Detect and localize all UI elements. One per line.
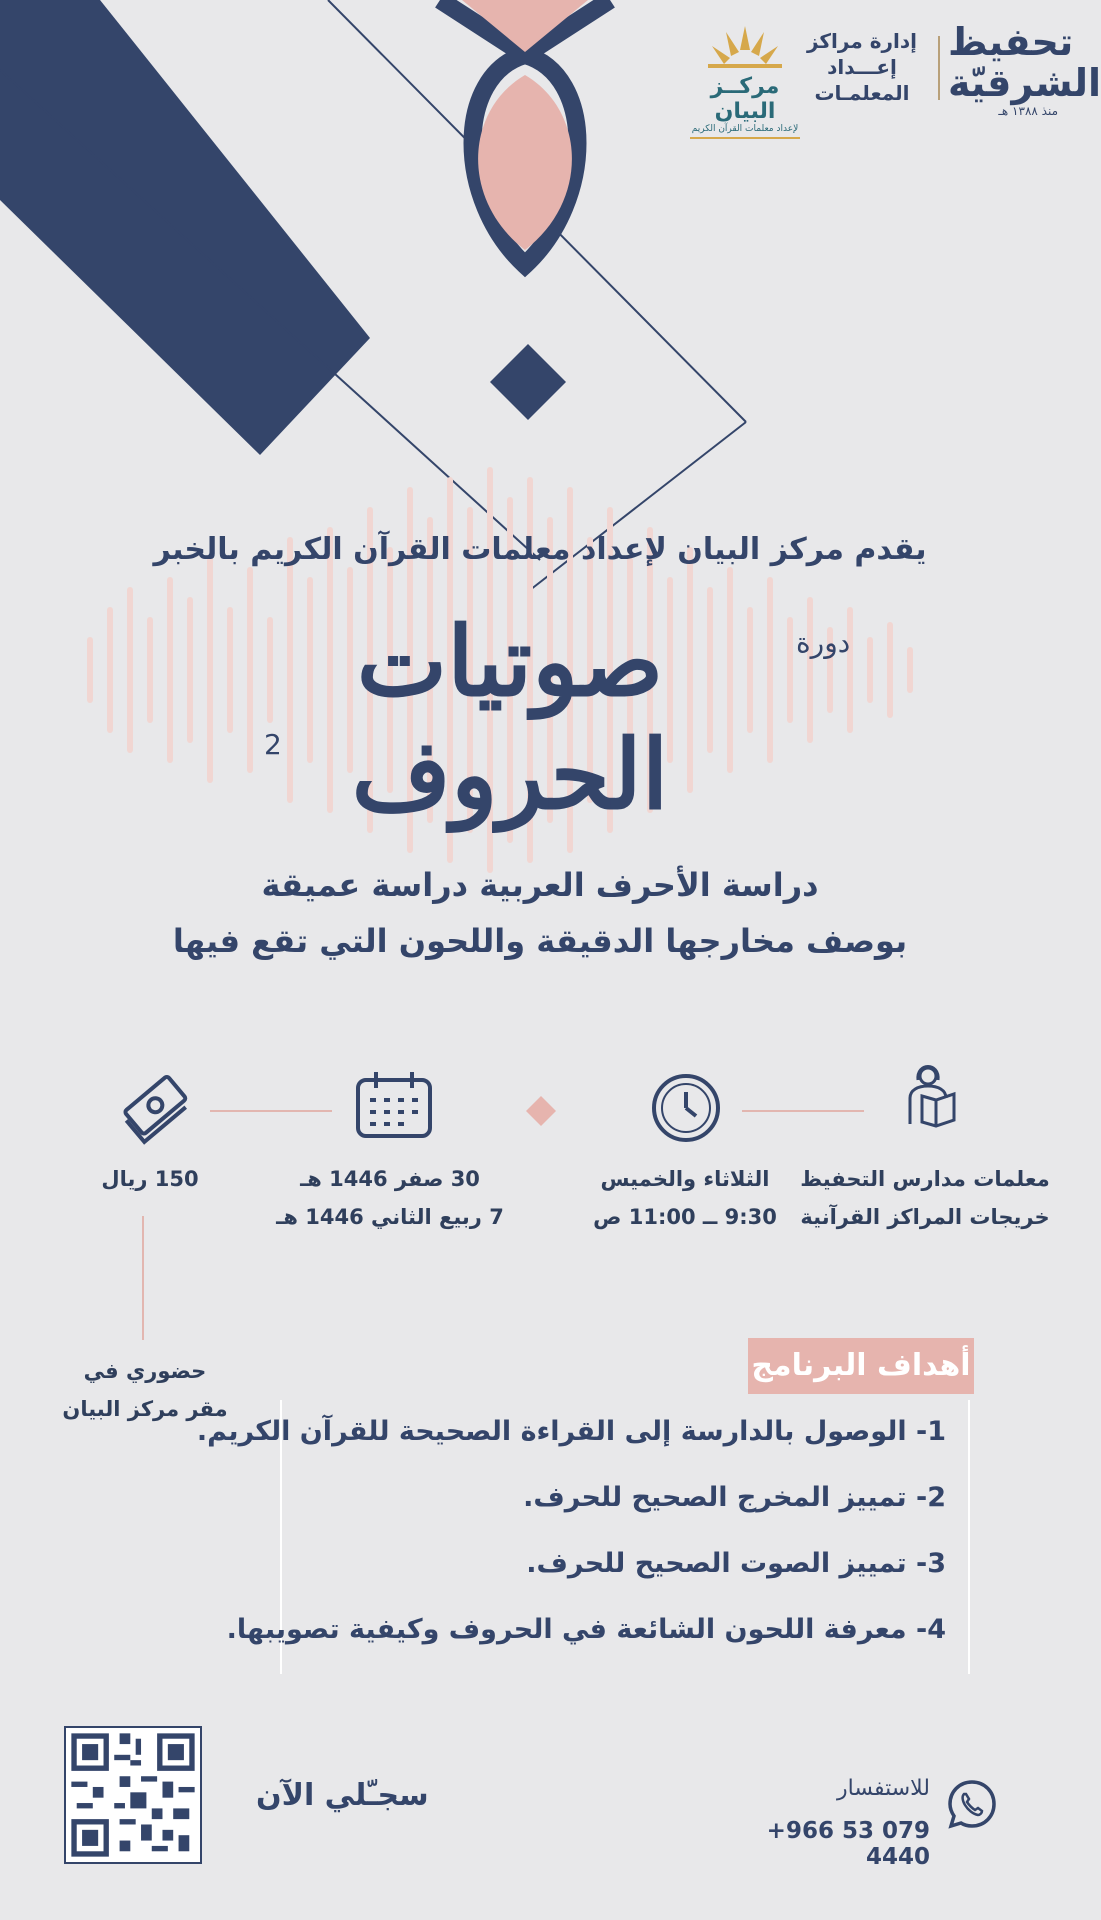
- idara-line2: إعـــداد: [827, 55, 897, 79]
- audience-line2: خريجات المراكز القرآنية: [800, 1205, 1050, 1229]
- connector-line: [742, 1110, 864, 1112]
- bayan-center-logo: [686, 18, 804, 134]
- audience-info: [800, 1160, 1050, 1236]
- bayan-subtitle: لإعداد معلمات القرآن الكريم: [691, 124, 799, 134]
- course-number: 2: [264, 728, 282, 761]
- schedule-info: [580, 1160, 790, 1236]
- idara-line1: إدارة مراكز: [806, 29, 917, 53]
- idara-logo: [802, 28, 922, 106]
- register-now-text: سجـّلي الآن: [256, 1778, 429, 1813]
- connector-line: [210, 1110, 332, 1112]
- connector-line: [142, 1216, 144, 1340]
- location-line1: حضوري في: [83, 1359, 207, 1383]
- bayan-name: مركــز البيان: [710, 74, 780, 124]
- price-text: 150 ريال: [101, 1167, 199, 1191]
- qr-code[interactable]: [64, 1726, 202, 1864]
- calendar-icon: [354, 1070, 434, 1144]
- description-line2: بوصف مخارجها الدقيقة واللحون التي تقع فيها: [172, 922, 908, 960]
- date-from: 30 صفر 1446 هـ: [300, 1167, 480, 1191]
- date-to: 7 ربيع الثاني 1446 هـ: [276, 1205, 504, 1229]
- logo-text-line1: تحفيظ: [948, 20, 1074, 64]
- bayan-underline: [690, 137, 800, 139]
- woman-reading-icon: [896, 1054, 960, 1132]
- phone-number[interactable]: +966 53 079 4440: [766, 1818, 930, 1870]
- tahfeez-sharqiya-logo: [948, 20, 1101, 118]
- course-title: صوتيات الحروف: [351, 605, 669, 831]
- intro-text: يقدم مركز البيان لإعداد معلمات القرآن الكريم بالخبر: [153, 532, 927, 567]
- goal-item-2: 2- تمييز المخرج الصحيح للحرف.: [523, 1482, 946, 1513]
- goal-item-3: 3- تمييز الصوت الصحيح للحرف.: [526, 1548, 946, 1579]
- whatsapp-icon[interactable]: [946, 1778, 998, 1834]
- schedule-days: الثلاثاء والخميس: [600, 1167, 770, 1191]
- dates-info: [270, 1160, 510, 1236]
- course-label: دورة: [796, 626, 851, 659]
- goal-item-1: 1- الوصول بالدارسة إلى القراءة الصحيحة للقرآن الكريم.: [196, 1416, 946, 1447]
- money-icon: [118, 1068, 194, 1148]
- bayan-emblem-icon: [704, 20, 786, 70]
- goal-item-4: 4- معرفة اللحون الشائعة في الحروف وكيفية تصويبها.: [226, 1614, 946, 1645]
- logo-since-text: منذ ١٣٨٨ هـ: [998, 104, 1058, 118]
- goals-title: أهداف البرنامج: [748, 1338, 974, 1394]
- audience-line1: معلمات مدارس التحفيظ: [800, 1167, 1050, 1191]
- logo-text-line2: الشرقيّة: [948, 61, 1101, 105]
- diamond-divider: [526, 1096, 556, 1130]
- description-line1: دراسة الأحرف العربية دراسة عميقة: [261, 866, 819, 904]
- inquiry-label: للاستفسار: [837, 1776, 930, 1801]
- idara-line3: المعلمـات: [814, 81, 910, 105]
- clock-icon: [650, 1072, 722, 1148]
- price-info: [80, 1160, 220, 1198]
- schedule-time: 9:30 ــ 11:00 ص: [593, 1205, 777, 1229]
- location-line2: مقر مركز البيان: [62, 1397, 228, 1421]
- logo-divider: [938, 36, 940, 100]
